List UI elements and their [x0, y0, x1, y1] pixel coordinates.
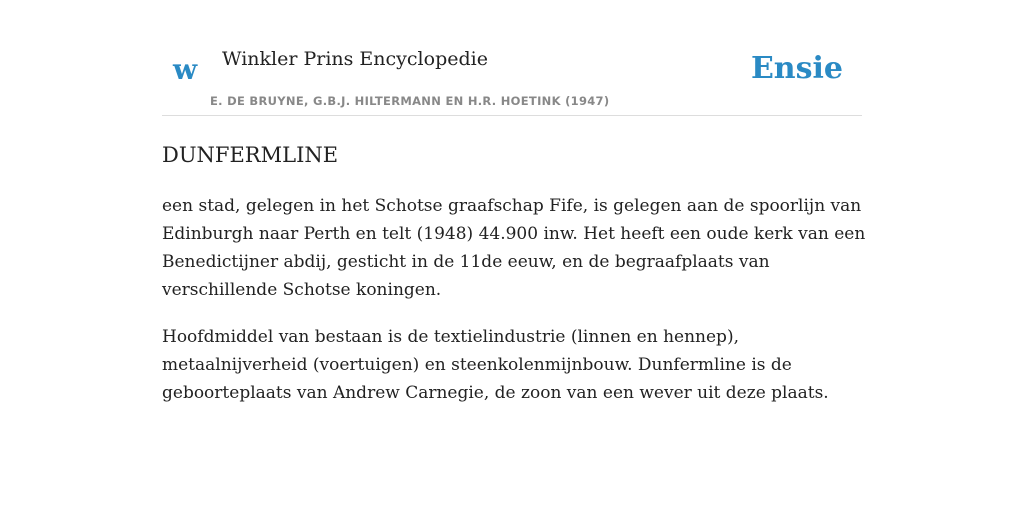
encyclopedia-header — [162, 40, 862, 116]
paragraph-line: een stad, gelegen in het Schotse graafschap Fife, is gelegen aan de spoorlijn van — [162, 196, 862, 216]
paragraph-line: Edinburgh naar Perth en telt (1948) 44.900 inw. Het heeft een oude kerk van een — [162, 224, 866, 244]
paragraph-line: metaalnijverheid (voertuigen) en steenkolenmijnbouw. Dunfermline is de — [162, 355, 792, 375]
ensie-brand-link[interactable]: Ensie — [750, 51, 843, 86]
article-title: DUNFERMLINE — [162, 143, 339, 167]
paragraph-line: Hoofdmiddel van bestaan is de textielindustrie (linnen en hennep), — [162, 327, 739, 347]
paragraph-line: Benedictijner abdij, gesticht in de 11de eeuw, en de begraafplaats van — [162, 252, 770, 272]
encyclopedia-logo[interactable]: w — [173, 53, 198, 86]
paragraph-line: geboorteplaats van Andrew Carnegie, de zoon van een wever uit deze plaats. — [162, 383, 829, 403]
encyclopedia-authors: E. DE BRUYNE, G.B.J. HILTERMANN EN H.R. HOETINK (1947) — [210, 94, 610, 108]
article-paragraph — [162, 323, 862, 407]
paragraph-line: verschillende Schotse koningen. — [162, 280, 442, 300]
article-paragraph — [162, 192, 866, 304]
article — [162, 140, 866, 407]
encyclopedia-title-link[interactable]: Winkler Prins Encyclopedie — [222, 48, 488, 70]
